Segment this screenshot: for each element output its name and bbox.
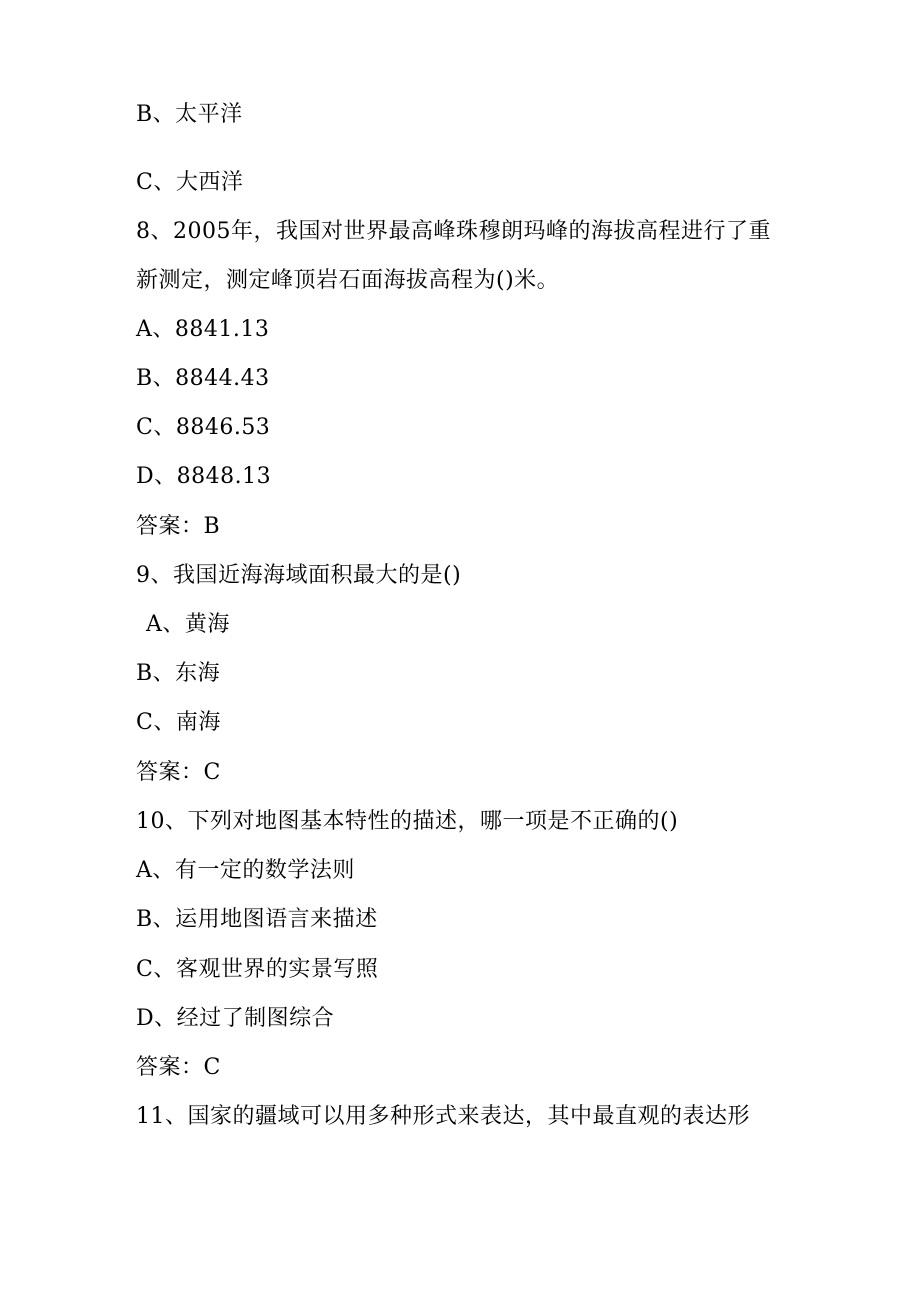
q8-option-c: C、8846.53 <box>136 415 271 440</box>
q7-option-b: B、太平洋 <box>136 102 243 127</box>
q9-option-a: A、黄海 <box>146 612 230 637</box>
q9-answer: 答案：C <box>136 760 221 785</box>
q8-option-a: A、8841.13 <box>136 317 270 342</box>
q8-question-line-1: 8、2005年，我国对世界最高峰珠穆朗玛峰的海拔高程进行了重 <box>136 219 771 244</box>
q11-question-line-1: 11、国家的疆域可以用多种形式来表达，其中最直观的表达形 <box>136 1104 750 1129</box>
q10-question: 10、下列对地图基本特性的描述，哪一项是不正确的() <box>136 809 679 834</box>
q7-option-c: C、大西洋 <box>136 170 244 195</box>
q9-option-c: C、南海 <box>136 710 221 735</box>
q10-option-a: A、有一定的数学法则 <box>136 858 355 883</box>
q8-option-b: B、8844.43 <box>136 366 270 391</box>
q8-answer: 答案：B <box>136 514 221 539</box>
q10-option-d: D、经过了制图综合 <box>136 1006 335 1031</box>
q10-answer: 答案：C <box>136 1055 221 1080</box>
q9-question: 9、我国近海海域面积最大的是() <box>136 563 462 588</box>
q8-option-d: D、8848.13 <box>136 464 272 489</box>
q10-option-b: B、运用地图语言来描述 <box>136 907 378 932</box>
q9-option-b: B、东海 <box>136 661 221 686</box>
q8-question-line-2: 新测定，测定峰顶岩石面海拔高程为()米。 <box>136 268 560 293</box>
q10-option-c: C、客观世界的实景写照 <box>136 957 379 982</box>
